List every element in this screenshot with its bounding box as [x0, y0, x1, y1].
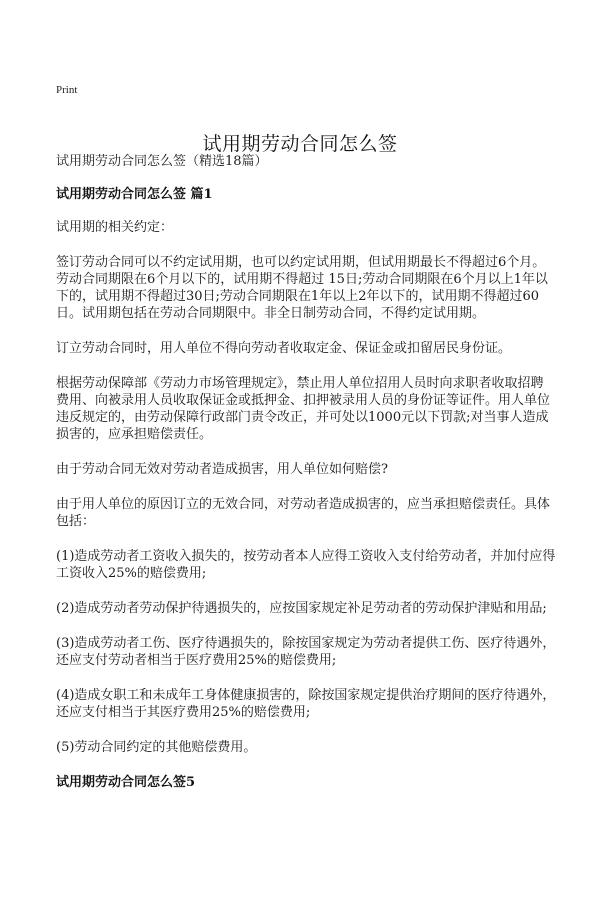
paragraph: 试用期的相关约定：: [56, 220, 174, 235]
paragraph: 由于劳动合同无效对劳动者造成损害，用人单位如何赔偿?: [56, 462, 388, 477]
document-body: [56, 153, 556, 807]
paragraph: (4)造成女职工和未成年工身体健康损害的，除按国家规定提供治疗期间的医疗待遇外，还应支付相当于其医疗费用25%的赔偿费用;: [56, 688, 556, 720]
paragraph: (1)造成劳动者工资收入损失的，按劳动者本人应得工资收入支付给劳动者，并加付应得工资收入25%的赔偿费用;: [56, 549, 556, 581]
section-heading-1: 试用期劳动合同怎么签 篇1: [56, 187, 213, 202]
print-link[interactable]: Print: [56, 84, 78, 96]
paragraph: 订立劳动合同时，用人单位不得向劳动者收取定金、保证金或扣留居民身份证。: [56, 341, 512, 356]
document-subtitle: 试用期劳动合同怎么签（精选18篇）: [56, 154, 268, 169]
paragraph: 签订劳动合同可以不约定试用期，也可以约定试用期，但试用期最长不得超过6个月。劳动合同期限在6个月以下的，试用期不得超过 15日;劳动合同期限在6个月以上1年以下的，试用期不得超过30日;劳动合同期限在1年以上2年以下的，试用期不得超过60日。试用期包括在劳动合同期限中。非全日制劳动合同，不得约定试用期。: [56, 255, 548, 321]
paragraph: (2)造成劳动者劳动保护待遇损失的，应按国家规定补足劳动者的劳动保护津贴和用品;: [56, 601, 547, 616]
paragraph: 根据劳动保障部《劳动力市场管理规定》，禁止用人单位招用人员时向求职者收取招聘费用、向被录用人员收取保证金或抵押金、扣押被录用人员的身份证等证件。用人单位违反规定的，由劳动保障行政部门责令改正，并可处以1000元以下罚款;对当事人造成损害的，应承担赔偿责任。: [56, 376, 551, 442]
paragraph: 由于用人单位的原因订立的无效合同，对劳动者造成损害的，应当承担赔偿责任。具体包括：: [56, 497, 551, 529]
paragraph: (5)劳动合同约定的其他赔偿费用。: [56, 740, 257, 755]
document-title: 试用期劳动合同怎么签: [202, 132, 398, 155]
section-heading-2: 试用期劳动合同怎么签5: [56, 775, 196, 790]
paragraph: (3)造成劳动者工伤、医疗待遇损失的，除按国家规定为劳动者提供工伤、医疗待遇外，还应支付劳动者相当于医疗费用25%的赔偿费用;: [56, 636, 556, 668]
